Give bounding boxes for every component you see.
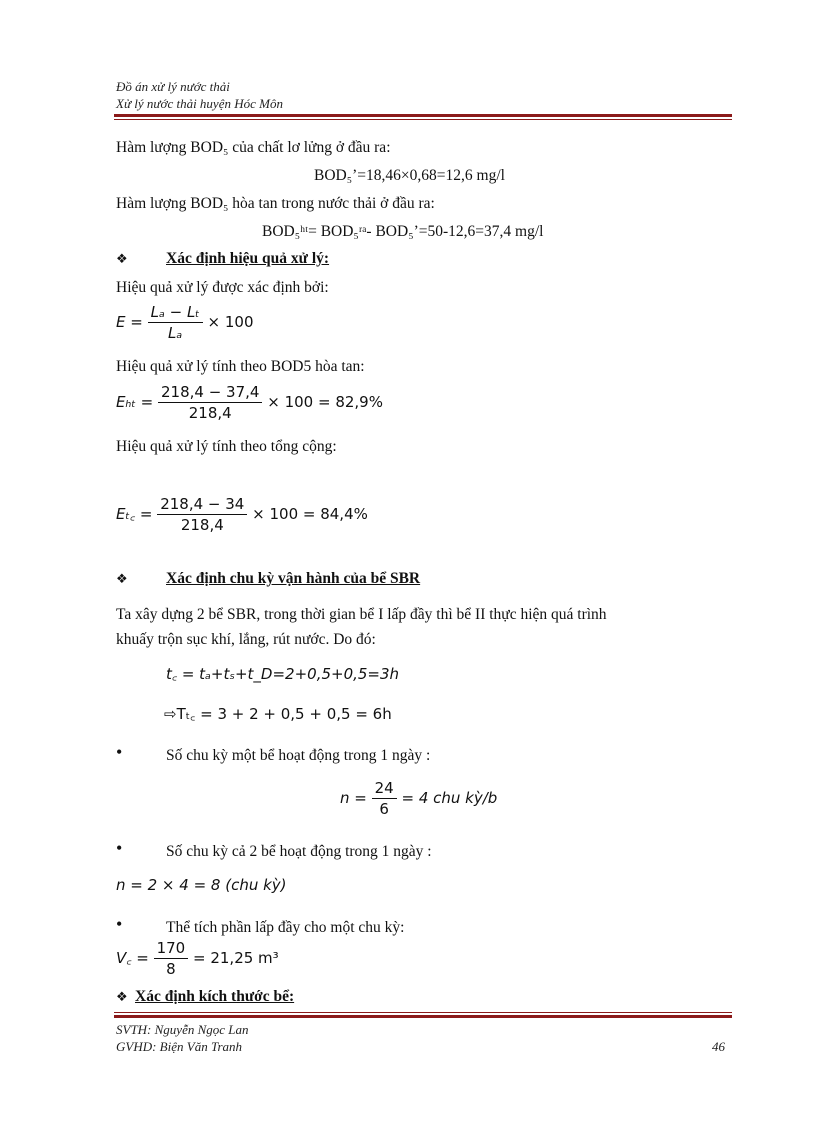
formula-efficiency-total (116, 494, 368, 535)
formula-denominator: 8 (166, 960, 176, 978)
equation-fill-time: t꜀ = tₐ+tₛ+t_D=2+0,5+0,5=3h (166, 665, 400, 683)
equation-total-cycles: n = 2 × 4 = 8 (chu kỳ) (116, 876, 287, 894)
formula-fill-volume (116, 938, 279, 979)
equation-bod-suspended: BOD₅’=18,46×0,68=12,6 mg/l (314, 167, 505, 184)
header-title: Đồ án xử lý nước thải (116, 79, 230, 94)
paragraph-sbr-line1: Ta xây dựng 2 bể SBR, trong thời gian bể I lấp đầy thì bể II thực hiện quá trình (116, 606, 607, 623)
formula-lhs: Eₜ꜀ = (116, 505, 153, 523)
section-heading-tank-size: Xác định kích thước bể: (135, 988, 295, 1005)
paragraph-sbr-line2: khuấy trộn sục khí, lắng, rút nước. Do đó: (116, 631, 376, 648)
formula-rhs: × 100 = 82,9% (267, 393, 383, 411)
formula-denominator: Lₐ (168, 324, 183, 342)
bullet-cycles-two-tanks: Số chu kỳ cả 2 bể hoạt động trong 1 ngày : (166, 843, 432, 860)
formula-lhs: Eₕₜ = (116, 393, 154, 411)
formula-denominator: 218,4 (180, 516, 224, 534)
diamond-bullet-icon: ❖ (116, 252, 128, 267)
paragraph-efficiency-defined: Hiệu quả xử lý được xác định bởi: (116, 279, 329, 296)
formula-fraction (154, 938, 189, 979)
formula-fraction (157, 494, 247, 535)
diamond-bullet-icon: ❖ (116, 572, 128, 587)
bullet-dot-icon: • (116, 914, 123, 934)
footer-advisor: GVHD: Biện Văn Tranh (116, 1039, 243, 1054)
paragraph-bod-dissolved: Hàm lượng BOD₅ hòa tan trong nước thải ở đầu ra: (116, 195, 435, 212)
formula-numerator: 170 (154, 938, 189, 959)
bullet-fill-volume: Thể tích phần lấp đầy cho một chu kỳ: (166, 919, 405, 936)
formula-fraction (158, 382, 262, 423)
formula-denominator: 218,4 (188, 404, 232, 422)
footer-rule-thin (114, 1012, 732, 1013)
paragraph-efficiency-dissolved: Hiệu quả xử lý tính theo BOD5 hòa tan: (116, 358, 365, 375)
formula-numerator: 218,4 − 37,4 (158, 382, 262, 403)
equation-total-time: ⇨Tₜ꜀ = 3 + 2 + 0,5 + 0,5 = 6h (164, 705, 392, 723)
formula-lhs: E = (116, 313, 143, 331)
formula-cycles (340, 778, 497, 819)
section-heading-sbr-cycle: Xác định chu kỳ vận hành của bể SBR (166, 570, 421, 587)
formula-rhs: × 100 = 84,4% (252, 505, 368, 523)
formula-rhs: = 4 chu kỳ/b (401, 789, 498, 807)
formula-numerator: Lₐ − Lₜ (148, 302, 203, 323)
header-rule (114, 114, 732, 117)
formula-rhs: = 21,25 m³ (193, 949, 279, 967)
paragraph-efficiency-total: Hiệu quả xử lý tính theo tổng cộng: (116, 438, 337, 455)
bullet-dot-icon: • (116, 742, 123, 762)
formula-numerator: 218,4 − 34 (157, 494, 247, 515)
formula-lhs: V꜀ = (116, 949, 149, 967)
footer-rule (114, 1015, 732, 1018)
formula-denominator: 6 (379, 800, 389, 818)
formula-efficiency-dissolved (116, 382, 383, 423)
formula-fraction (372, 778, 397, 819)
paragraph-bod-suspended: Hàm lượng BOD₅ của chất lơ lửng ở đầu ra: (116, 139, 391, 156)
header-subtitle: Xử lý nước thải huyện Hóc Môn (116, 96, 283, 111)
formula-lhs: n = (340, 789, 367, 807)
section-heading-efficiency: Xác định hiệu quả xử lý: (166, 250, 330, 267)
formula-numerator: 24 (372, 778, 397, 799)
header-rule-thin (114, 119, 732, 120)
page-number: 46 (712, 1039, 725, 1054)
equation-bod-dissolved: BOD₅ʰᵗ= BOD₅ʳᵃ- BOD₅’=50-12,6=37,4 mg/l (262, 223, 544, 240)
bullet-cycles-one-tank: Số chu kỳ một bể hoạt động trong 1 ngày : (166, 747, 431, 764)
footer-student: SVTH: Nguyễn Ngọc Lan (116, 1022, 249, 1037)
formula-fraction (148, 302, 203, 343)
formula-efficiency (116, 302, 253, 343)
diamond-bullet-icon: ❖ (116, 990, 128, 1005)
bullet-dot-icon: • (116, 838, 123, 858)
formula-rhs: × 100 (207, 313, 254, 331)
